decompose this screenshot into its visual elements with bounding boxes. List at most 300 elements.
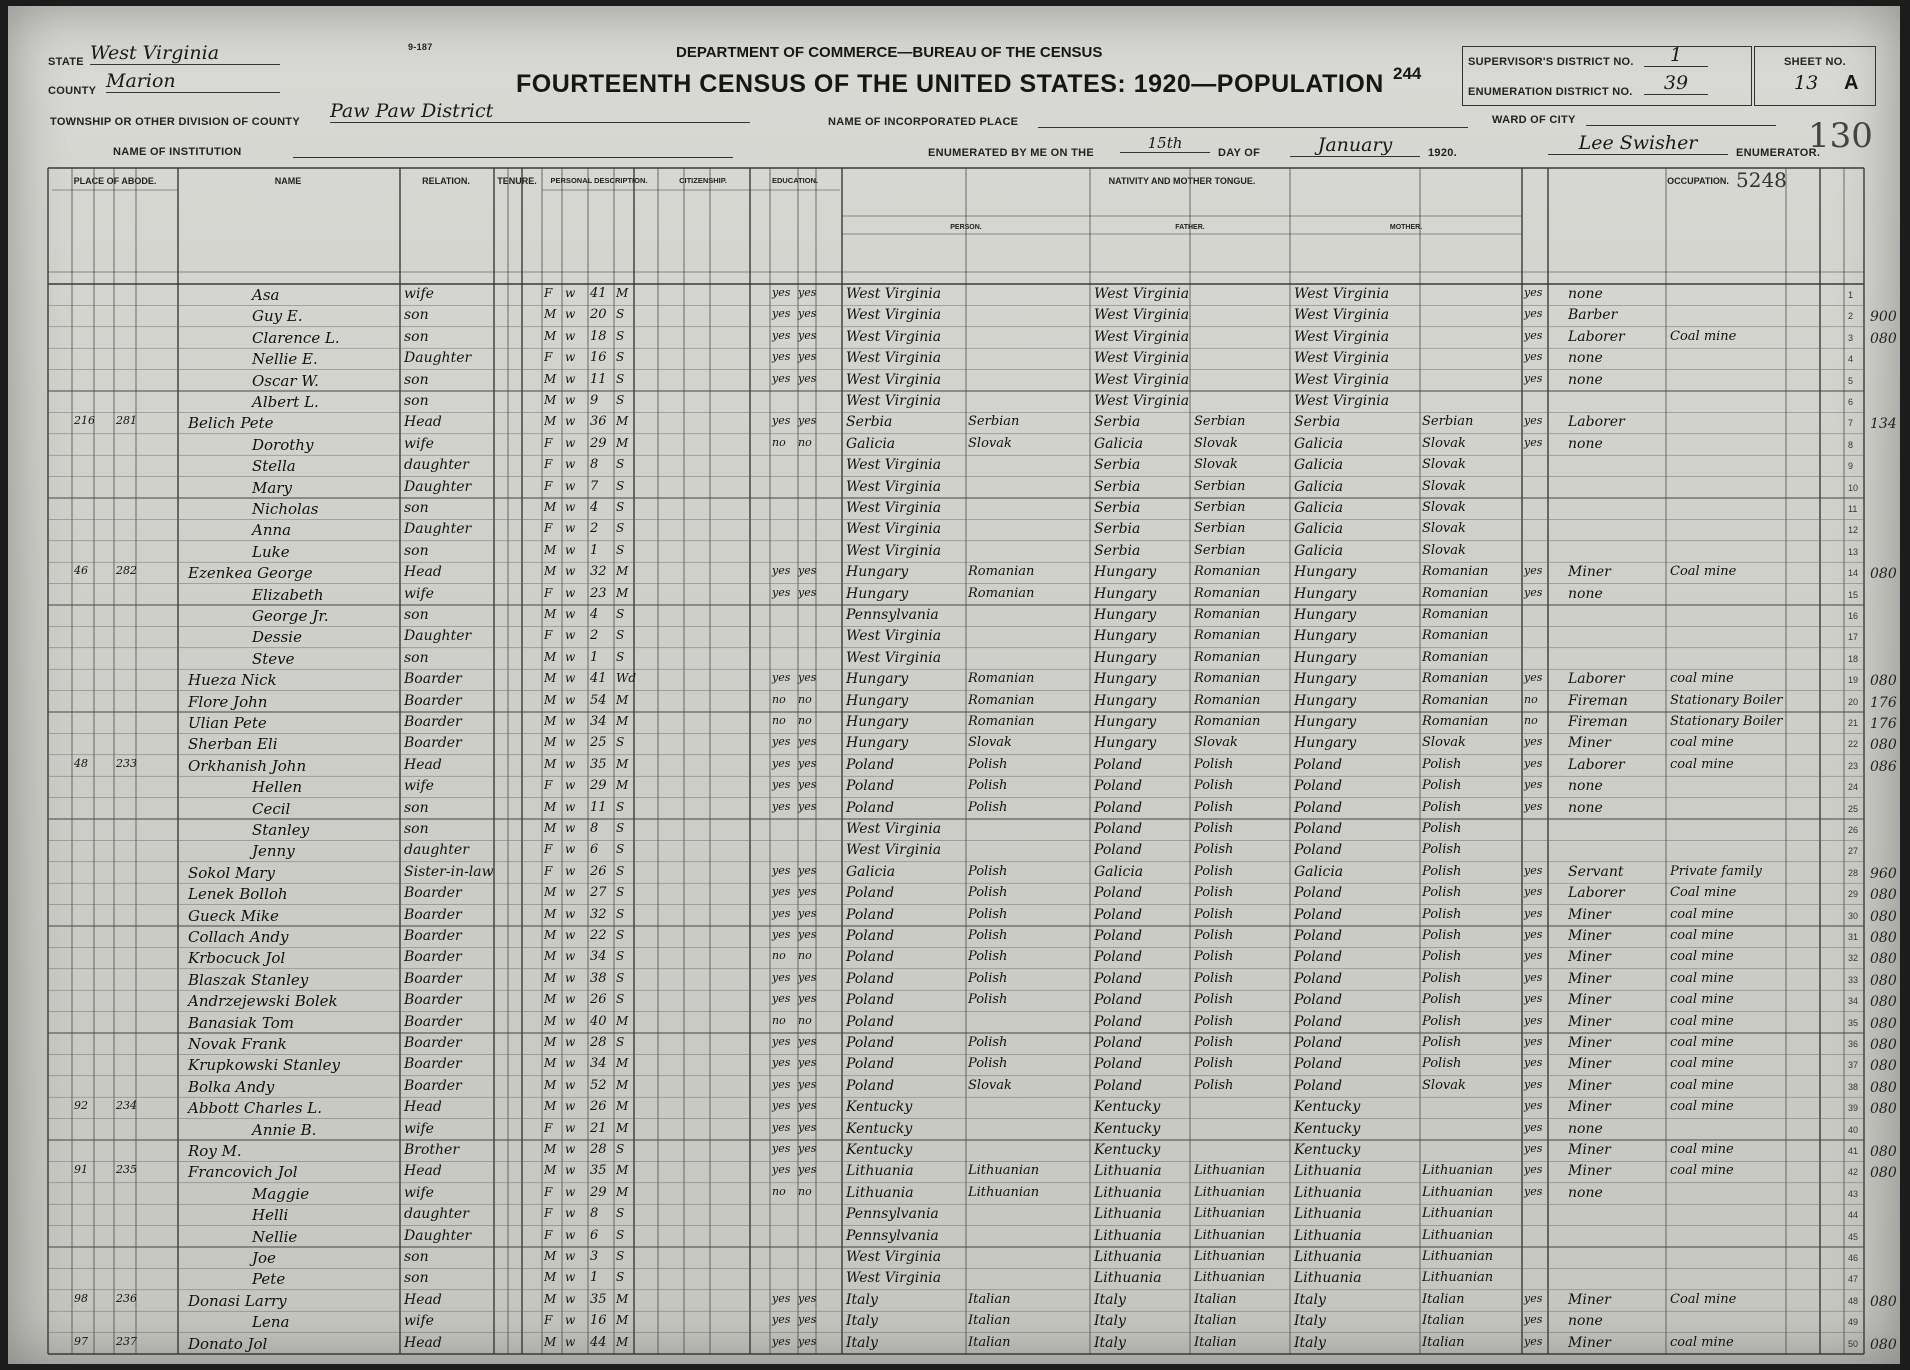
mother-birthplace: Poland: [1294, 821, 1343, 837]
trade: Miner: [1568, 906, 1611, 923]
can-write: yes: [798, 1035, 817, 1048]
enumerator-label: ENUMERATOR.: [1736, 147, 1821, 159]
marital-status: S: [616, 1249, 625, 1263]
corner-number: 130: [1808, 116, 1873, 156]
father-tongue: Slovak: [1194, 735, 1238, 751]
speaks-english: yes: [1524, 286, 1543, 299]
sex: M: [544, 1334, 557, 1349]
marital-status: Wd: [616, 671, 637, 686]
father-tongue: Polish: [1194, 949, 1234, 965]
age: 20: [590, 307, 607, 323]
can-write: no: [798, 1184, 812, 1198]
industry: Coal mine: [1670, 885, 1737, 901]
line-number: 39: [1848, 1103, 1859, 1114]
father-tongue: Serbian: [1194, 542, 1246, 558]
trade: Miner: [1568, 992, 1611, 1009]
can-read: yes: [772, 928, 791, 941]
trade: none: [1568, 1120, 1603, 1137]
line-number: 34: [1848, 996, 1859, 1007]
speaks-english: yes: [1524, 307, 1543, 321]
mother-mother-tongue: Slovak: [1422, 735, 1466, 751]
trade: Miner: [1568, 1142, 1611, 1158]
age: 1: [590, 542, 599, 558]
person-name: Banasiak Tom: [188, 1013, 294, 1032]
color-race: w: [565, 1120, 576, 1135]
color-race: w: [565, 799, 576, 814]
birthplace: Italy: [846, 1334, 878, 1351]
father-birthplace: Italy: [1094, 1334, 1126, 1351]
relation: Daughter: [404, 1227, 472, 1244]
father-tongue: Romanian: [1194, 649, 1261, 665]
mother-tongue: Polish: [968, 778, 1008, 794]
family-number: 234: [116, 1099, 137, 1113]
color-race: w: [565, 1035, 576, 1049]
father-tongue: Serbian: [1194, 478, 1246, 494]
mother-tongue: Polish: [968, 756, 1008, 772]
trade: none: [1568, 778, 1603, 795]
father-birthplace: West Virginia: [1094, 371, 1190, 388]
person-name: Roy M.: [188, 1142, 242, 1160]
person-name: Hellen: [252, 778, 303, 797]
mother-birthplace: Hungary: [1294, 735, 1357, 752]
relation: Boarder: [404, 1056, 462, 1073]
sex: F: [544, 286, 553, 300]
mother-birthplace: Galicia: [1294, 457, 1344, 474]
marital-status: M: [616, 1013, 629, 1028]
age: 6: [590, 1227, 599, 1243]
industry: coal mine: [1670, 1099, 1734, 1115]
line-number: 15: [1848, 589, 1859, 600]
citizenship-header: CITIZENSHIP.: [679, 176, 727, 185]
color-race: w: [565, 1077, 576, 1092]
person-name: Dessie: [252, 628, 302, 647]
birthplace: Galicia: [846, 435, 896, 452]
sex: F: [544, 1227, 553, 1242]
can-write: yes: [798, 1077, 817, 1091]
can-read: yes: [772, 671, 791, 685]
relation: daughter: [404, 842, 469, 859]
dwelling-number: 98: [74, 1291, 88, 1305]
father-tongue: Polish: [1194, 970, 1234, 986]
mother-birthplace: Lithuania: [1294, 1270, 1362, 1287]
mother-birthplace: Kentucky: [1294, 1099, 1361, 1116]
father-tongue: Polish: [1194, 885, 1234, 901]
marital-status: M: [616, 1099, 629, 1114]
can-write: yes: [798, 564, 817, 578]
line-number: 30: [1848, 910, 1859, 921]
birthplace: Serbia: [846, 414, 893, 431]
age: 26: [590, 863, 607, 879]
marital-status: S: [616, 1227, 625, 1242]
birthplace: West Virginia: [846, 500, 942, 516]
birthplace: Poland: [846, 1056, 895, 1073]
mother-mother-tongue: Polish: [1422, 970, 1462, 986]
can-write: yes: [798, 778, 817, 792]
sex: F: [544, 778, 553, 793]
marital-status: S: [616, 799, 625, 814]
township-value: Paw Paw District: [330, 100, 750, 123]
ward-label: WARD OF CITY: [1492, 114, 1576, 126]
color-race: w: [565, 714, 576, 728]
can-read: yes: [772, 1163, 791, 1177]
birthplace: West Virginia: [846, 350, 942, 367]
father-birthplace: Poland: [1094, 842, 1143, 859]
trade: Miner: [1568, 928, 1611, 944]
line-number: 29: [1848, 889, 1859, 900]
can-read: yes: [772, 564, 791, 578]
line-number: 46: [1848, 1253, 1859, 1263]
color-race: w: [565, 1270, 576, 1285]
age: 8: [590, 457, 599, 473]
color-race: w: [565, 949, 576, 964]
sex: M: [544, 1163, 557, 1178]
person-name: Joe: [252, 1249, 276, 1267]
trade: Laborer: [1568, 414, 1625, 431]
mother-tongue: Polish: [968, 906, 1008, 922]
color-race: w: [565, 435, 576, 450]
line-number: 43: [1848, 1188, 1859, 1199]
color-race: w: [565, 671, 576, 686]
line-number: 33: [1848, 974, 1859, 985]
margin-code: 080: [1870, 1015, 1897, 1032]
relation: son: [404, 500, 429, 516]
family-number: 236: [116, 1291, 137, 1305]
line-number: 10: [1848, 482, 1859, 493]
margin-code: 176: [1870, 694, 1897, 711]
person-name: Dorothy: [252, 435, 314, 454]
age: 26: [590, 992, 607, 1008]
father-tongue: Serbian: [1194, 500, 1246, 515]
marital-status: M: [616, 1056, 629, 1071]
birthplace: Hungary: [846, 585, 909, 602]
father-birthplace: Poland: [1094, 799, 1143, 816]
father-birthplace: Hungary: [1094, 585, 1157, 602]
can-write: yes: [798, 1313, 817, 1327]
father-birthplace: Hungary: [1094, 628, 1157, 645]
color-race: w: [565, 564, 576, 579]
sex: F: [544, 628, 553, 643]
trade: none: [1568, 1313, 1603, 1330]
person-name: Nicholas: [252, 500, 319, 518]
mother-mother-tongue: Polish: [1422, 842, 1462, 858]
marital-status: M: [616, 1334, 629, 1349]
sex: M: [544, 414, 557, 429]
industry: coal mine: [1670, 1013, 1734, 1029]
mother-birthplace: Lithuania: [1294, 1249, 1362, 1265]
father-birthplace: Poland: [1094, 1056, 1143, 1073]
line-number: 31: [1848, 932, 1859, 942]
can-write: yes: [798, 307, 817, 321]
birthplace: Kentucky: [846, 1142, 913, 1158]
father-birthplace: Poland: [1094, 992, 1143, 1009]
enumeration-day: 15th: [1120, 134, 1210, 153]
sex: F: [544, 585, 553, 600]
father-tongue: Lithuanian: [1194, 1270, 1266, 1286]
age: 34: [590, 1056, 607, 1072]
sex: M: [544, 393, 557, 407]
occupation-header: OCCUPATION.: [1667, 176, 1729, 186]
father-birthplace: Poland: [1094, 970, 1143, 987]
mother-birthplace: Poland: [1294, 949, 1343, 966]
margin-code: 960: [1870, 865, 1897, 882]
margin-code: 080: [1870, 566, 1897, 583]
birthplace: Hungary: [846, 714, 909, 730]
line-number: 28: [1848, 867, 1859, 878]
person-name: Ezenkea George: [188, 564, 313, 583]
birthplace: Poland: [846, 1077, 895, 1094]
marital-status: S: [616, 307, 625, 322]
mother-tongue: Polish: [968, 928, 1008, 943]
relation: son: [404, 1270, 429, 1287]
line-number: 4: [1848, 354, 1854, 365]
can-read: yes: [772, 970, 791, 984]
father-birthplace: Italy: [1094, 1313, 1126, 1330]
age: 44: [590, 1334, 607, 1350]
can-read: yes: [772, 371, 791, 385]
father-tongue: Polish: [1194, 1077, 1234, 1093]
color-race: w: [565, 863, 576, 878]
can-read: yes: [772, 1099, 791, 1113]
trade: Miner: [1568, 1013, 1611, 1030]
father-birthplace: Hungary: [1094, 735, 1157, 752]
birthplace: Poland: [846, 906, 895, 923]
color-race: w: [565, 1227, 576, 1242]
marital-status: S: [616, 478, 625, 493]
sex: M: [544, 992, 557, 1007]
speaks-english: yes: [1524, 1142, 1543, 1155]
industry: coal mine: [1670, 992, 1734, 1008]
father-birthplace: Kentucky: [1094, 1120, 1161, 1137]
mother-mother-tongue: Polish: [1422, 885, 1462, 901]
speaks-english: yes: [1524, 414, 1543, 428]
can-read: yes: [772, 1313, 791, 1327]
mother-mother-tongue: Slovak: [1422, 521, 1466, 537]
can-read: yes: [772, 799, 791, 813]
line-number: 32: [1848, 953, 1859, 964]
marital-status: S: [616, 457, 625, 472]
industry: coal mine: [1670, 1056, 1734, 1072]
speaks-english: yes: [1524, 671, 1543, 685]
mother-birthplace: Poland: [1294, 778, 1343, 795]
margin-code: 080: [1870, 1101, 1897, 1118]
mother-mother-tongue: Slovak: [1422, 500, 1466, 515]
father-birthplace: Lithuania: [1094, 1270, 1162, 1287]
can-read: yes: [772, 1334, 791, 1348]
supervisor-label: SUPERVISOR'S DISTRICT NO.: [1468, 56, 1634, 68]
sex: M: [544, 928, 557, 942]
color-race: w: [565, 906, 576, 921]
color-race: w: [565, 478, 576, 493]
mother-birthplace: Hungary: [1294, 564, 1357, 581]
marital-status: S: [616, 1270, 625, 1285]
color-race: w: [565, 692, 576, 707]
line-number: 49: [1848, 1317, 1859, 1328]
speaks-english: yes: [1524, 906, 1543, 920]
speaks-english: yes: [1524, 1313, 1543, 1327]
father-birthplace: West Virginia: [1094, 286, 1190, 302]
age: 2: [590, 521, 599, 537]
mother-mother-tongue: Polish: [1422, 1013, 1462, 1029]
industry: coal mine: [1670, 1035, 1734, 1050]
supervisor-district: 1: [1644, 44, 1708, 67]
color-race: w: [565, 457, 576, 472]
margin-code: 080: [1870, 673, 1897, 690]
father-birthplace: Galicia: [1094, 435, 1144, 452]
tenure-header: TENURE.: [497, 176, 537, 186]
mother-birthplace: Galicia: [1294, 500, 1344, 516]
birthplace: Poland: [846, 799, 895, 816]
father-tongue: Polish: [1194, 799, 1234, 815]
color-race: w: [565, 628, 576, 643]
marital-status: M: [616, 1184, 629, 1199]
trade: Laborer: [1568, 756, 1625, 773]
can-write: yes: [798, 414, 817, 428]
mother-birthplace: Poland: [1294, 928, 1343, 944]
relation: Boarder: [404, 692, 462, 709]
industry: coal mine: [1670, 1334, 1734, 1350]
person-name: Nellie: [252, 1227, 298, 1246]
sex: M: [544, 1099, 557, 1114]
trade: Fireman: [1568, 692, 1628, 709]
sex: M: [544, 1056, 557, 1071]
mother-tongue: Romanian: [968, 692, 1035, 708]
marital-status: S: [616, 521, 625, 536]
can-read: yes: [772, 1120, 791, 1134]
mother-birthplace: Poland: [1294, 885, 1343, 902]
industry: coal mine: [1670, 906, 1734, 922]
father-birthplace: Hungary: [1094, 607, 1157, 623]
trade: Miner: [1568, 1099, 1611, 1116]
relation: son: [404, 371, 429, 388]
age: 41: [590, 286, 607, 301]
person-name: George Jr.: [252, 607, 329, 625]
line-number: 35: [1848, 1017, 1859, 1028]
speaks-english: yes: [1524, 1334, 1543, 1348]
color-race: w: [565, 1291, 576, 1306]
color-race: w: [565, 521, 576, 536]
sex: M: [544, 1035, 557, 1049]
birthplace: West Virginia: [846, 842, 942, 859]
line-number: 14: [1848, 568, 1859, 579]
relation: son: [404, 307, 429, 324]
person-name: Donasi Larry: [188, 1291, 287, 1310]
age: 6: [590, 842, 599, 858]
father-tongue: Slovak: [1194, 457, 1238, 473]
age: 27: [590, 885, 607, 901]
person-name: Sherban Eli: [188, 735, 278, 754]
mother-birthplace: West Virginia: [1294, 350, 1390, 367]
birthplace: Pennsylvania: [846, 607, 939, 623]
relation: son: [404, 799, 429, 816]
color-race: w: [565, 328, 576, 343]
line-number: 2: [1848, 311, 1854, 322]
speaks-english: yes: [1524, 585, 1543, 599]
color-race: w: [565, 1206, 576, 1221]
mother-birthplace: West Virginia: [1294, 307, 1390, 324]
sex: M: [544, 970, 557, 985]
mother-birthplace: Kentucky: [1294, 1120, 1361, 1137]
can-read: no: [772, 714, 786, 727]
trade: none: [1568, 371, 1603, 388]
marital-status: S: [616, 1035, 625, 1049]
person-name: Stella: [252, 457, 296, 476]
sex: F: [544, 842, 553, 857]
age: 16: [590, 350, 607, 366]
color-race: w: [565, 1142, 576, 1156]
margin-code: 080: [1870, 330, 1897, 347]
relation: Boarder: [404, 1035, 462, 1051]
color-race: w: [565, 371, 576, 386]
margin-code: 080: [1870, 994, 1897, 1011]
birthplace: West Virginia: [846, 457, 942, 474]
mother-tongue: Polish: [968, 863, 1008, 879]
relation: Head: [404, 1099, 442, 1116]
sex: F: [544, 863, 553, 878]
line-number: 8: [1848, 439, 1854, 450]
speaks-english: yes: [1524, 1099, 1543, 1113]
birthplace: Galicia: [846, 863, 896, 880]
mother-mother-tongue: Romanian: [1422, 607, 1489, 622]
age: 29: [590, 778, 607, 794]
person-name: Oscar W.: [252, 371, 319, 390]
age: 4: [590, 607, 599, 622]
industry: coal mine: [1670, 756, 1734, 772]
sex: M: [544, 328, 557, 343]
sex: M: [544, 1142, 557, 1156]
marital-status: S: [616, 992, 625, 1007]
age: 8: [590, 1206, 599, 1222]
relation: wife: [404, 286, 434, 302]
can-write: yes: [798, 906, 817, 920]
father-tongue: Polish: [1194, 842, 1234, 858]
father-tongue: Polish: [1194, 756, 1234, 772]
father-tongue: Polish: [1194, 928, 1234, 943]
father-birthplace: Serbia: [1094, 542, 1141, 559]
relation: Head: [404, 1163, 442, 1180]
speaks-english: yes: [1524, 350, 1543, 364]
mother-mother-tongue: Polish: [1422, 928, 1462, 943]
mother-tongue: Polish: [968, 1035, 1008, 1050]
relation: Head: [404, 414, 442, 431]
sex: M: [544, 714, 557, 728]
age: 28: [590, 1035, 607, 1050]
marital-status: S: [616, 842, 625, 857]
mother-tongue: Polish: [968, 1056, 1008, 1072]
marital-status: M: [616, 286, 629, 300]
person-name: Helli: [252, 1206, 289, 1225]
relation: wife: [404, 1120, 434, 1137]
line-number: 12: [1848, 525, 1859, 536]
marital-status: S: [616, 1142, 625, 1156]
can-write: no: [798, 435, 812, 449]
line-number: 48: [1848, 1295, 1859, 1306]
line-number: 47: [1848, 1274, 1859, 1285]
margin-code: 176: [1870, 716, 1897, 732]
father-birthplace: Lithuania: [1094, 1249, 1162, 1265]
can-write: no: [798, 1013, 812, 1027]
relation: Brother: [404, 1142, 460, 1158]
mother-birthplace: Hungary: [1294, 585, 1357, 602]
person-name: Stanley: [252, 821, 310, 839]
father-birthplace: Serbia: [1094, 414, 1141, 431]
sex: M: [544, 607, 557, 621]
margin-code: 080: [1870, 887, 1897, 904]
age: 23: [590, 585, 607, 601]
sex: M: [544, 1249, 557, 1263]
family-number: 282: [116, 564, 137, 578]
mother-mother-tongue: Lithuanian: [1422, 1270, 1494, 1286]
mother-mother-tongue: Polish: [1422, 1056, 1462, 1072]
